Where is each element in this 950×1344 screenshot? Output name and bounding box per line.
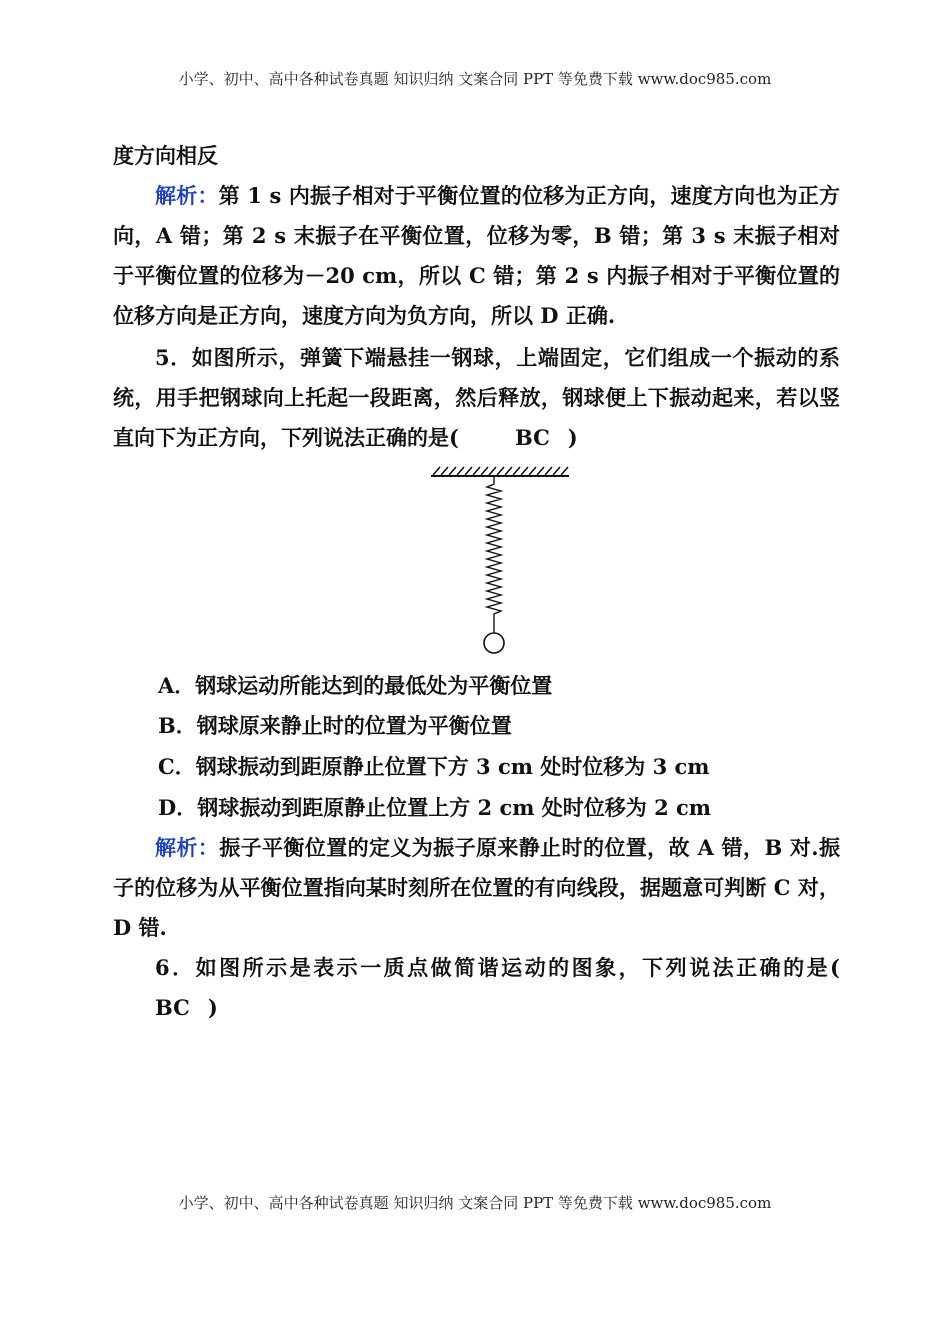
page-footer: 小学、初中、高中各种试卷真题 知识归纳 文案合同 PPT 等免费下载 www.doc985.com [178,1194,772,1212]
page-header: 小学、初中、高中各种试卷真题 知识归纳 文案合同 PPT 等免费下载 www.doc985.com [178,70,772,88]
spring-coil [487,476,501,633]
q6-answer: BC [155,995,190,1020]
q5-close: ) [567,425,578,450]
q5-stem [113,338,840,458]
q5-analysis-text: 振子平衡位置的定义为振子原来静止时的位置，故 A 错，B 对.振子的位移为从平衡位置指向某时刻所在位置的有向线段，据题意可判断 C 对，D 错. [113,835,840,940]
q5-option-b: B．钢球原来静止时的位置为平衡位置 [158,713,512,738]
q6-stem [113,948,840,1028]
q5-analysis [113,828,840,948]
q6-stem-text: 6．如图所示是表示一质点做简谐运动的图象，下列说法正确的是( [155,955,840,980]
q4-analysis-text: 第 1 s 内振子相对于平衡位置的位移为正方向，速度方向也为正方向，A 错；第 2 s 末振子在平衡位置，位移为零，B 错；第 3 s 末振子相对于平衡位置的位移为－20 cm，所以 C 错；第 2 s 内振子相对于平衡位置的位移方向是正方向，速度方向为负方向，所以 D 正确. [113,183,840,328]
ceiling-hatch [431,467,569,476]
q4-analysis [113,176,840,336]
analysis-label: 解析： [155,835,220,860]
steel-ball [484,633,504,653]
q5-answer: BC [514,425,550,450]
continued-text: 度方向相反 [113,143,218,168]
q5-stem-text: 5．如图所示，弹簧下端悬挂一钢球，上端固定，它们组成一个振动的系统，用手把钢球向上托起一段距离，然后释放，钢球便上下振动起来，若以竖直向下为正方向，下列说法正确的是( [113,345,840,450]
q5-option-d: D．钢球振动到距原静止位置上方 2 cm 处时位移为 2 cm [158,795,712,820]
q5-option-a: A．钢球运动所能达到的最低处为平衡位置 [158,673,553,698]
q6-close: ) [207,995,218,1020]
q5-option-c: C．钢球振动到距原静止位置下方 3 cm 处时位移为 3 cm [158,754,710,779]
spring-ball-diagram [425,464,575,656]
analysis-label: 解析： [155,183,219,208]
